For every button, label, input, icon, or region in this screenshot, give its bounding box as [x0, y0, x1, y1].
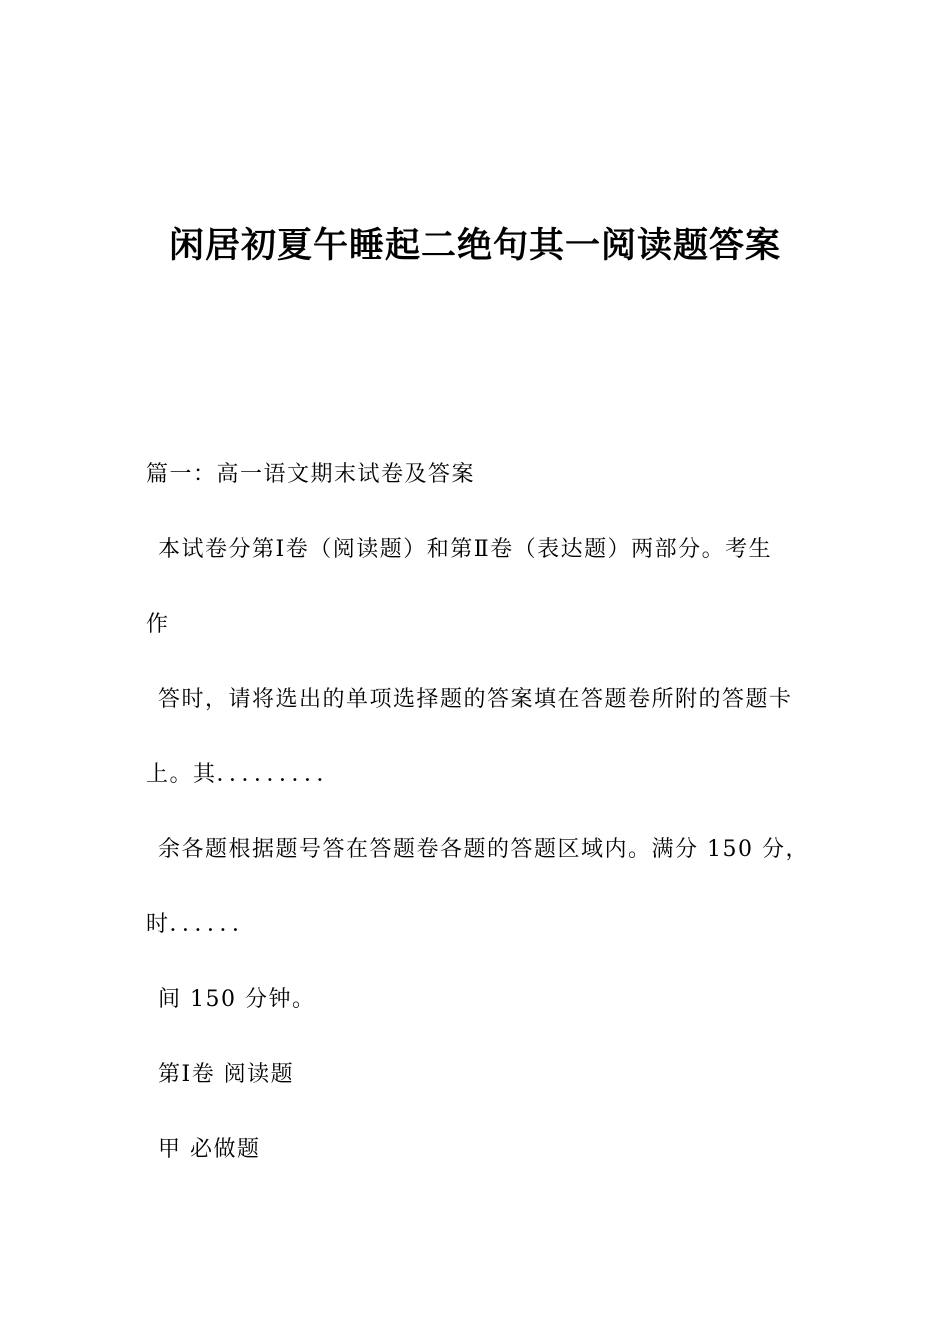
- paragraph-line: 上。其．．．．．．．．．: [146, 762, 341, 787]
- part-heading: 第Ⅰ卷 阅读题: [158, 1062, 295, 1087]
- paragraph-line: 时．．．．．．: [146, 912, 256, 937]
- paragraph-line: 间 150 分钟。: [158, 987, 316, 1012]
- paragraph-line: 本试卷分第Ⅰ卷（阅读题）和第Ⅱ卷（表达题）两部分。考生: [158, 537, 773, 562]
- subsection-heading: 甲 必做题: [158, 1137, 261, 1162]
- paragraph-line: 作: [146, 612, 170, 637]
- paragraph-line: 余各题根据题号答在答题卷各题的答题区域内。满分 150 分，: [158, 837, 809, 862]
- document-body: [146, 456, 816, 1206]
- paragraph-line: 答时，请将选出的单项选择题的答案填在答题卷所附的答题卡: [158, 687, 793, 712]
- section-heading: 篇一：高一语文期末试卷及答案: [146, 462, 476, 487]
- document-title: 闲居初夏午睡起二绝句其一阅读题答案: [168, 226, 781, 266]
